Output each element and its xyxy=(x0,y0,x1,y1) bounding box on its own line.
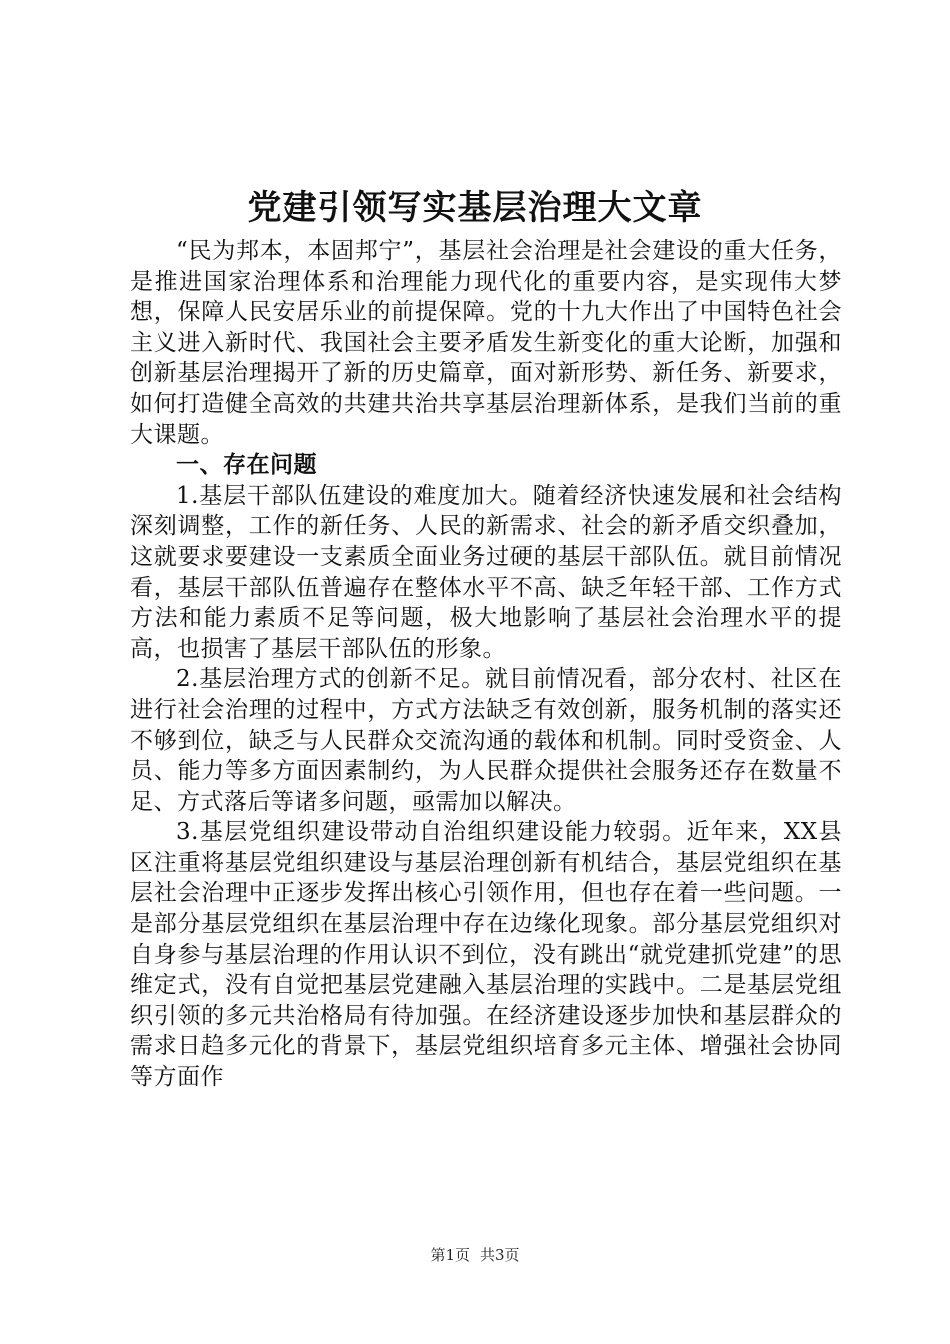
body-paragraph: 3.基层党组织建设带动自治组织建设能力较弱。近年来，XX县区注重将基层党组织建设与基层治理创新有机结合，基层党组织在基层社会治理中正逐步发挥出核心引领作用，但也存在着一些问题。一是部分基层党组织在基层治理中存在边缘化现象。部分基层党组织对自身参与基层治理的作用认识不到位，没有跳出“就党建抓党建”的思维定式，没有自觉把基层党建融入基层治理的实践中。二是基层党组织引领的多元共治格局有待加强。在经济建设逐步加快和基层群众的需求日趋多元化的背景下，基层党组织培育多元主体、增强社会协同等方面作 xyxy=(130,819,842,1091)
section-heading: 一、存在问题 xyxy=(176,451,317,479)
page-count: 共3页 xyxy=(480,1246,520,1264)
body-paragraph: 2.基层治理方式的创新不足。就目前情况看，部分农村、社区在进行社会治理的过程中，方式方法缺乏有效创新，服务机制的落实还不够到位，缺乏与人民群众交流沟通的载体和机制。同时受资金、人员、能力等多方面因素制约，为人民群众提供社会服务还存在数量不足、方式落后等诸多问题，亟需加以解决。 xyxy=(130,666,842,815)
body-paragraph: 1.基层干部队伍建设的难度加大。随着经济快速发展和社会结构深刻调整，工作的新任务、人民的新需求、社会的新矛盾交织叠加，这就要求要建设一支素质全面业务过硬的基层干部队伍。就目前情况看，基层干部队伍普遍存在整体水平不高、缺乏年轻干部、工作方式方法和能力素质不足等问题，极大地影响了基层社会治理水平的提高，也损害了基层干部队伍的形象。 xyxy=(130,482,842,662)
document-title: 党建引领写实基层治理大文章 xyxy=(247,188,703,228)
page-footer xyxy=(0,1245,950,1265)
page-number: 第1页 xyxy=(430,1246,470,1264)
intro-paragraph: “民为邦本，本固邦宁”，基层社会治理是社会建设的重大任务，是推进国家治理体系和治理能力现代化的重要内容，是实现伟大梦想，保障人民安居乐业的前提保障。党的十九大作出了中国特色社会主义进入新时代、我国社会主要矛盾发生新变化的重大论断，加强和创新基层治理揭开了新的历史篇章，面对新形势、新任务、新要求，如何打造健全高效的共建共治共享基层治理新体系，是我们当前的重大课题。 xyxy=(130,238,842,448)
document-body xyxy=(130,236,842,1093)
